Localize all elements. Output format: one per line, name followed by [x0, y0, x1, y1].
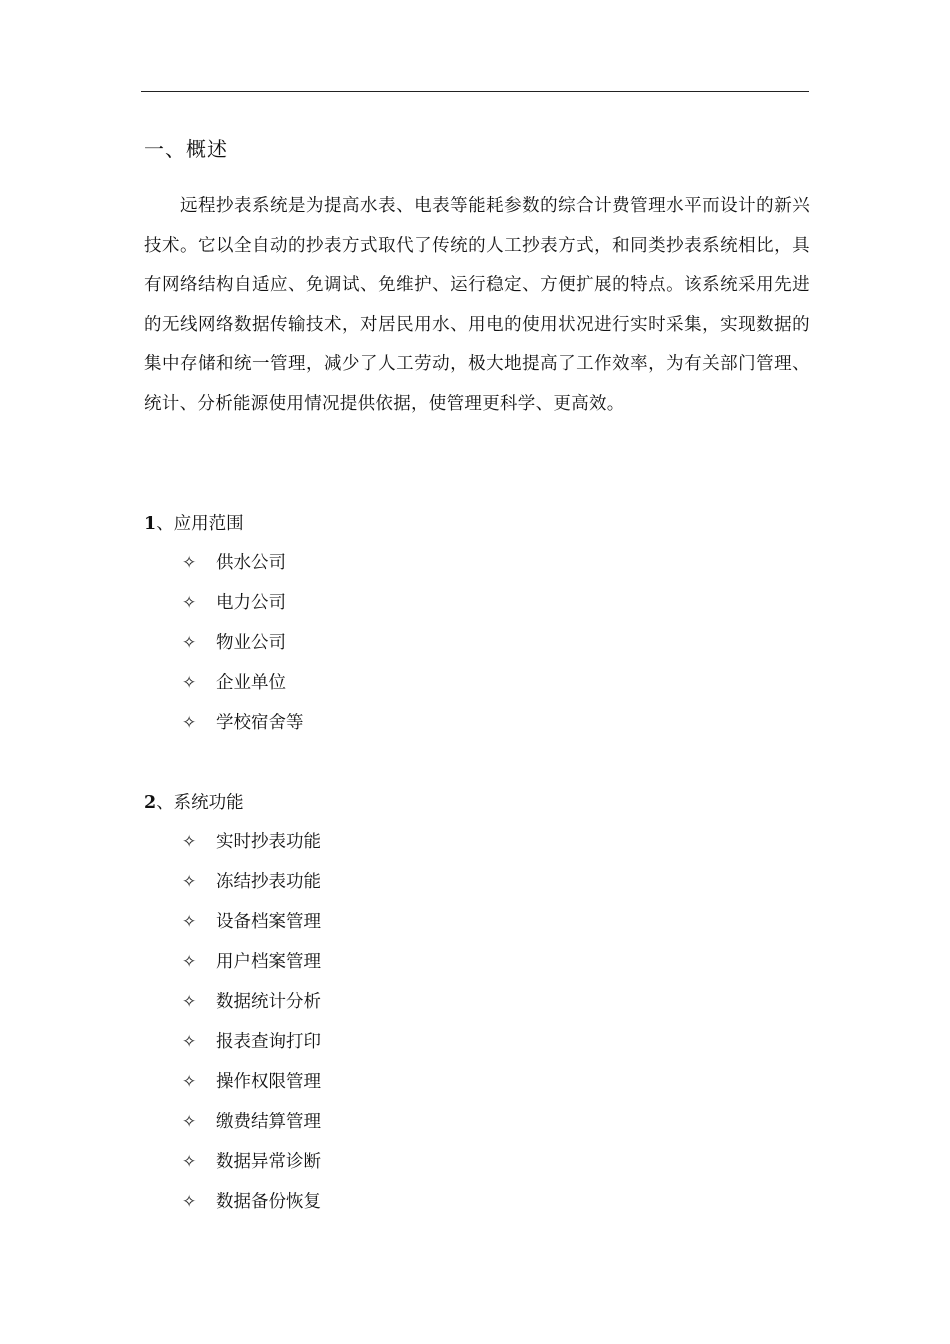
list-item-label: 设备档案管理 [216, 912, 321, 932]
list-item-label: 冻结抄表功能 [216, 872, 321, 892]
subheading-number: 1 [144, 514, 157, 534]
list-item-label: 物业公司 [216, 633, 286, 653]
diamond-bullet-icon: ✧ [182, 1152, 197, 1172]
subheading-title: 、应用范围 [156, 514, 244, 534]
list-item [182, 868, 321, 908]
diamond-bullet-icon: ✧ [182, 1032, 197, 1052]
list-item [182, 629, 304, 669]
list-item-label: 报表查询打印 [216, 1032, 321, 1052]
list-item [182, 589, 304, 629]
list-item [182, 1188, 321, 1228]
diamond-bullet-icon: ✧ [182, 713, 197, 733]
list-item-label: 供水公司 [216, 553, 286, 573]
list-item-label: 学校宿舍等 [216, 713, 304, 733]
list-item [182, 1148, 321, 1188]
list-item [182, 669, 304, 709]
list-item-label: 用户档案管理 [216, 952, 321, 972]
list-item-label: 数据备份恢复 [216, 1192, 321, 1212]
diamond-bullet-icon: ✧ [182, 1072, 197, 1092]
diamond-bullet-icon: ✧ [182, 1112, 197, 1132]
diamond-bullet-icon: ✧ [182, 952, 197, 972]
list-item-label: 缴费结算管理 [216, 1112, 321, 1132]
list-item [182, 709, 304, 749]
subheading-application-scope [144, 510, 244, 538]
list-item-label: 实时抄表功能 [216, 832, 321, 852]
list-item-label: 操作权限管理 [216, 1072, 321, 1092]
diamond-bullet-icon: ✧ [182, 912, 197, 932]
list-item [182, 1068, 321, 1108]
diamond-bullet-icon: ✧ [182, 553, 197, 573]
list-item [182, 948, 321, 988]
section-heading: 一、概述 [144, 137, 228, 161]
list-item [182, 549, 304, 589]
list-item [182, 908, 321, 948]
diamond-bullet-icon: ✧ [182, 992, 197, 1012]
list-item [182, 1108, 321, 1148]
list-item [182, 1028, 321, 1068]
diamond-bullet-icon: ✧ [182, 673, 197, 693]
system-functions-list [182, 828, 321, 1228]
diamond-bullet-icon: ✧ [182, 633, 197, 653]
list-item-label: 数据异常诊断 [216, 1152, 321, 1172]
list-item [182, 988, 321, 1028]
subheading-title: 、系统功能 [156, 793, 244, 813]
list-item [182, 828, 321, 868]
header-rule [141, 91, 809, 92]
list-item-label: 数据统计分析 [216, 992, 321, 1012]
subheading-system-functions [144, 789, 244, 817]
application-scope-list [182, 549, 304, 749]
diamond-bullet-icon: ✧ [182, 593, 197, 613]
list-item-label: 电力公司 [216, 593, 286, 613]
subheading-number: 2 [144, 793, 157, 813]
diamond-bullet-icon: ✧ [182, 832, 197, 852]
diamond-bullet-icon: ✧ [182, 872, 197, 892]
diamond-bullet-icon: ✧ [182, 1192, 197, 1212]
list-item-label: 企业单位 [216, 673, 286, 693]
intro-paragraph: 远程抄表系统是为提高水表、电表等能耗参数的综合计费管理水平而设计的新兴技术。它以全自动的抄表方式取代了传统的人工抄表方式，和同类抄表系统相比，具有网络结构自适应、免调试、免维护、运行稳定、方便扩展的特点。该系统采用先进的无线网络数据传输技术，对居民用水、用电的使用状况进行实时采集，实现数据的集中存储和统一管理，减少了人工劳动，极大地提高了工作效率，为有关部门管理、统计、分析能源使用情况提供依据，使管理更科学、更高效。 [144, 196, 810, 414]
